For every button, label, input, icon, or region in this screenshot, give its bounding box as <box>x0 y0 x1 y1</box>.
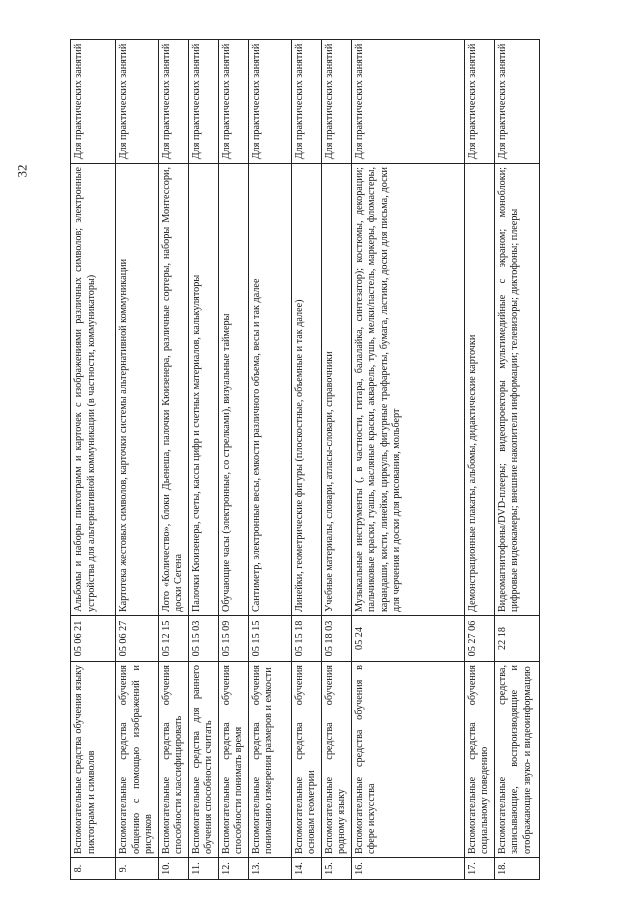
table-row <box>351 40 464 880</box>
aid-name: Вспомогательные средства обучения способности классифицировать <box>158 662 188 858</box>
aid-description: Альбомы и наборы пиктограмм и карточек с изображениями различных символов; электронные устройства для альтернативной коммуникации (в частности, коммуникаторы) <box>71 164 116 616</box>
aid-name: Вспомогательные средства для раннего обучения способности считать <box>188 662 218 858</box>
aid-description: Учебные материалы, словари, атласы-словари, справочники <box>321 164 351 616</box>
row-number: 17. <box>464 858 494 880</box>
row-number: 18. <box>494 858 539 880</box>
iso-code: 05 06 27 <box>116 616 159 662</box>
usage-purpose: Для практических занятий <box>71 40 116 164</box>
row-number: 10. <box>158 858 188 880</box>
usage-purpose: Для практических занятий <box>321 40 351 164</box>
usage-purpose: Для практических занятий <box>248 40 291 164</box>
row-number: 16. <box>351 858 464 880</box>
usage-purpose: Для практических занятий <box>494 40 539 164</box>
row-number: 11. <box>188 858 218 880</box>
usage-purpose: Для практических занятий <box>291 40 321 164</box>
aid-name: Вспомогательные средства обучения основам геометрии <box>291 662 321 858</box>
table-row <box>464 40 494 880</box>
aid-name: Вспомогательные средства, записывающие, воспроизводящие и отображающие звуко- и видеоинформацию <box>494 662 539 858</box>
aid-name: Вспомогательные средства обучения способности понимать время <box>218 662 248 858</box>
table-row <box>71 40 116 880</box>
table-row <box>494 40 539 880</box>
iso-code: 05 12 15 <box>158 616 188 662</box>
aid-description: Линейки, геометрические фигуры (плоскостные, объемные и так далее) <box>291 164 321 616</box>
table-row <box>158 40 188 880</box>
usage-purpose: Для практических занятий <box>351 40 464 164</box>
aid-description: Картотека жестовых символов, карточки системы альтернативной коммуникации <box>116 164 159 616</box>
rotated-table-container <box>70 40 615 880</box>
iso-code: 05 15 03 <box>188 616 218 662</box>
page-number: 32 <box>14 164 30 178</box>
usage-purpose: Для практических занятий <box>116 40 159 164</box>
table-row <box>116 40 159 880</box>
iso-code: 05 18 03 <box>321 616 351 662</box>
iso-code: 05 27 06 <box>464 616 494 662</box>
usage-purpose: Для практических занятий <box>158 40 188 164</box>
table-row <box>291 40 321 880</box>
aid-description: Палочки Кюизенера, счеты, кассы цифр и счетных материалов, калькуляторы <box>188 164 218 616</box>
aid-description: Обучающие часы (электронные, со стрелками), визуальные таймеры <box>218 164 248 616</box>
row-number: 9. <box>116 858 159 880</box>
row-number: 15. <box>321 858 351 880</box>
table-row <box>188 40 218 880</box>
table-body <box>71 40 540 880</box>
row-number: 13. <box>248 858 291 880</box>
iso-code: 05 15 09 <box>218 616 248 662</box>
iso-code: 05 15 18 <box>291 616 321 662</box>
iso-code: 05 24 <box>351 616 464 662</box>
assistive-aids-table <box>70 39 540 880</box>
aid-name: Вспомогательные средства обучения родному языку <box>321 662 351 858</box>
aid-name: Вспомогательные средства обучения языку пиктограмм и символов <box>71 662 116 858</box>
usage-purpose: Для практических занятий <box>218 40 248 164</box>
aid-name: Вспомогательные средства обучения в сфере искусства <box>351 662 464 858</box>
usage-purpose: Для практических занятий <box>464 40 494 164</box>
table-row <box>321 40 351 880</box>
row-number: 8. <box>71 858 116 880</box>
aid-description: Музыкальные инструменты (, в частности, гитара, балалайка, синтезатор); костюмы, декорации; пальчиковые краски, гуашь, масляные краски, акварель, тушь, мелки/пастель, маркеры, фломастеры, карандаши, кисти, линейки, циркуль, фигурные трафареты, бумага, ластики, доски для письма, доски для черчения и доски для рисования, мольберт <box>351 164 464 616</box>
usage-purpose: Для практических занятий <box>188 40 218 164</box>
aid-description: Сантиметр, электронные весы, емкости различного объема, весы и так далее <box>248 164 291 616</box>
aid-description: Демонстрационные плакаты, альбомы, дидактические карточки <box>464 164 494 616</box>
table-row <box>248 40 291 880</box>
aid-description: Видеомагнитофоны/DVD-плееры; видеопроекторы мультимедийные с экраном; моноблоки; цифровые видеокамеры; внешние накопители информации; телевизоры; диктофоны; плееры <box>494 164 539 616</box>
aid-name: Вспомогательные средства обучения общению с помощью изображений и рисунков <box>116 662 159 858</box>
aid-name: Вспомогательные средства обучения социальному поведению <box>464 662 494 858</box>
row-number: 12. <box>218 858 248 880</box>
iso-code: 22 18 <box>494 616 539 662</box>
aid-description: Лото «Количество», блоки Дьенеша, палочки Кюизенера, различные сортеры, наборы Монтессори, доски Сегена <box>158 164 188 616</box>
table-row <box>218 40 248 880</box>
iso-code: 05 15 15 <box>248 616 291 662</box>
aid-name: Вспомогательные средства обучения пониманию измерения размеров и емкости <box>248 662 291 858</box>
row-number: 14. <box>291 858 321 880</box>
iso-code: 05 06 21 <box>71 616 116 662</box>
